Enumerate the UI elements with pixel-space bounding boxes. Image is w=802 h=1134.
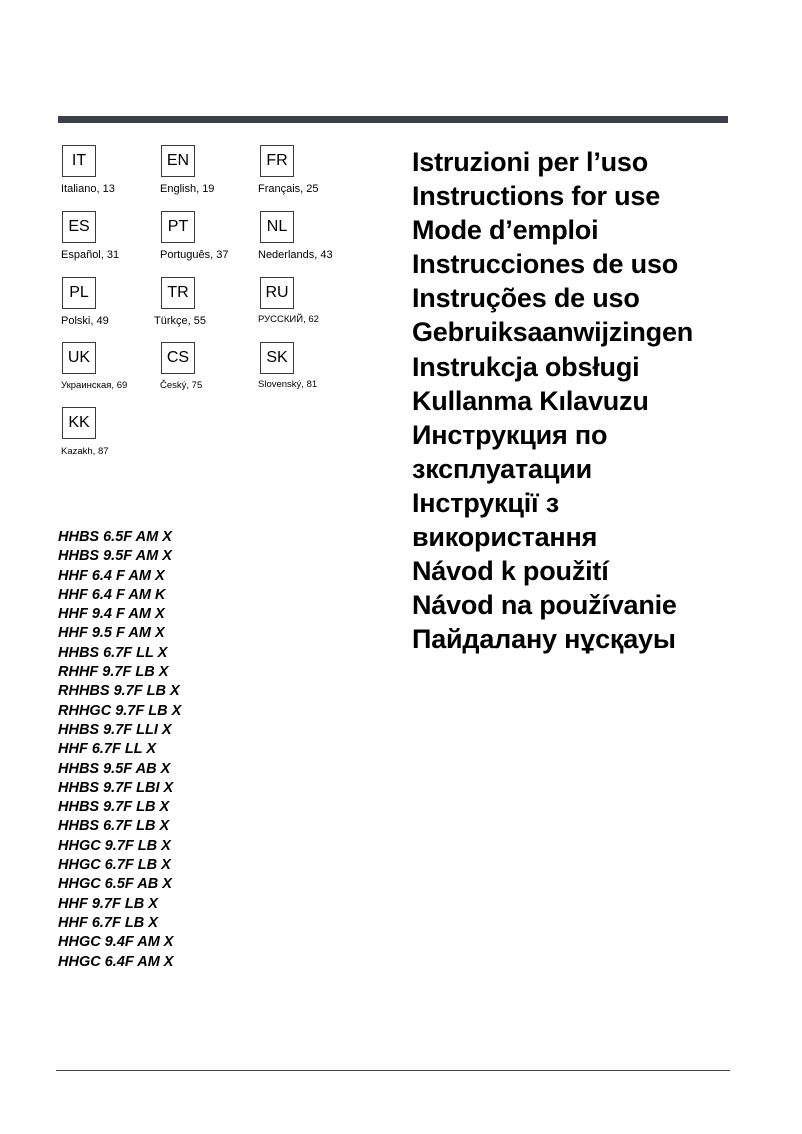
model-item: HHGC 6.5F AB X — [58, 876, 172, 893]
model-item: HHF 6.7F LL X — [58, 741, 157, 758]
language-label: English, 19 — [160, 183, 215, 195]
language-entry-ru[interactable] — [258, 277, 354, 337]
model-item: HHBS 6.7F LL X — [58, 644, 168, 661]
bottom-rule — [56, 1070, 730, 1071]
language-code-box[interactable]: FR — [260, 145, 294, 177]
model-item: HHF 9.7F LB X — [58, 895, 158, 912]
model-item: RHHF 9.7F LB X — [58, 664, 169, 681]
language-entry-sk[interactable] — [258, 342, 354, 402]
model-item: HHBS 9.5F AM X — [58, 548, 172, 565]
language-label: Türkçe, 55 — [154, 315, 206, 327]
model-item: HHBS 6.5F AM X — [58, 529, 172, 545]
language-code-box[interactable]: EN — [161, 145, 195, 177]
language-entry-nl[interactable] — [258, 211, 354, 271]
model-item: HHF 6.4 F AM K — [58, 586, 166, 603]
language-entry-en[interactable] — [160, 145, 256, 205]
manual-title: Інструкції з — [412, 487, 559, 518]
language-entry-tr[interactable] — [154, 277, 250, 337]
language-code-box[interactable]: IT — [62, 145, 96, 177]
manual-title: Gebruiksaanwijzingen — [412, 317, 694, 348]
language-label: Český, 75 — [160, 380, 203, 391]
language-label: Украинская, 69 — [61, 380, 128, 391]
model-item: HHBS 9.7F LB X — [58, 799, 170, 816]
model-item: HHBS 6.7F LB X — [58, 818, 170, 835]
model-item: HHBS 9.7F LLI X — [58, 721, 172, 738]
model-item: HHF 9.4 F AM X — [58, 606, 165, 623]
language-code-box[interactable]: UK — [62, 342, 96, 374]
language-entry-pl[interactable] — [61, 277, 157, 337]
language-entry-fr[interactable] — [258, 145, 354, 205]
manual-title: використання — [412, 522, 598, 553]
model-item: HHF 6.7F LB X — [58, 914, 158, 931]
model-item: HHGC 6.7F LB X — [58, 857, 171, 874]
model-item: RHHBS 9.7F LB X — [58, 683, 180, 700]
language-code-box[interactable]: ES — [62, 211, 96, 243]
language-label: РУССКИЙ, 62 — [258, 314, 319, 325]
manual-title: Kullanma Kılavuzu — [412, 385, 649, 416]
top-rule — [58, 116, 728, 123]
manual-title: Mode d’emploi — [412, 215, 599, 246]
manual-title: Инструкция по — [412, 419, 608, 450]
language-entry-pt[interactable] — [160, 211, 256, 271]
manual-title: Instructions for use — [412, 181, 661, 212]
language-code-box[interactable]: RU — [260, 277, 294, 309]
language-code-box[interactable]: KK — [62, 407, 96, 439]
manual-title: Instrukcja obsługi — [412, 351, 640, 382]
model-item: HHGC 9.4F AM X — [58, 934, 174, 951]
manual-title: Návod na používanie — [412, 590, 677, 621]
language-label: Nederlands, 43 — [258, 249, 333, 261]
manual-title: Návod k použití — [412, 556, 609, 587]
language-label: Português, 37 — [160, 249, 229, 261]
manual-title: Пайдалану нұсқауы — [412, 624, 676, 655]
language-code-box[interactable]: CS — [161, 342, 195, 374]
language-entry-it[interactable] — [61, 145, 157, 205]
model-item: HHBS 9.7F LBI X — [58, 779, 174, 796]
language-label: Polski, 49 — [61, 315, 109, 327]
manual-title: Istruzioni per l’uso — [412, 147, 649, 177]
language-code-box[interactable]: PT — [161, 211, 195, 243]
language-entry-es[interactable] — [61, 211, 157, 271]
language-entry-cs[interactable] — [160, 342, 256, 402]
model-item: HHGC 6.4F AM X — [58, 953, 174, 970]
model-item: RHHGC 9.7F LB X — [58, 702, 182, 719]
model-item: HHF 9.5 F AM X — [58, 625, 165, 642]
language-entry-kk[interactable] — [61, 407, 157, 467]
manual-title-list — [412, 145, 693, 656]
language-code-box[interactable]: SK — [260, 342, 294, 374]
model-item: HHF 6.4 F AM X — [58, 567, 165, 584]
language-entry-uk[interactable] — [61, 342, 157, 402]
language-label: Kazakh, 87 — [61, 446, 109, 457]
model-list — [58, 528, 181, 972]
language-label: Slovenský, 81 — [258, 379, 318, 390]
manual-title: Instrucciones de uso — [412, 249, 679, 280]
model-item: HHGC 9.7F LB X — [58, 837, 171, 854]
language-label: Italiano, 13 — [61, 183, 115, 195]
model-item: HHBS 9.5F AB X — [58, 760, 171, 777]
manual-title: зксплуатации — [412, 453, 593, 484]
language-code-box[interactable]: TR — [161, 277, 195, 309]
language-label: Español, 31 — [61, 249, 120, 261]
language-code-box[interactable]: PL — [62, 277, 96, 309]
manual-title: Instruções de uso — [412, 283, 640, 314]
language-label: Français, 25 — [258, 183, 319, 195]
language-code-box[interactable]: NL — [260, 211, 294, 243]
